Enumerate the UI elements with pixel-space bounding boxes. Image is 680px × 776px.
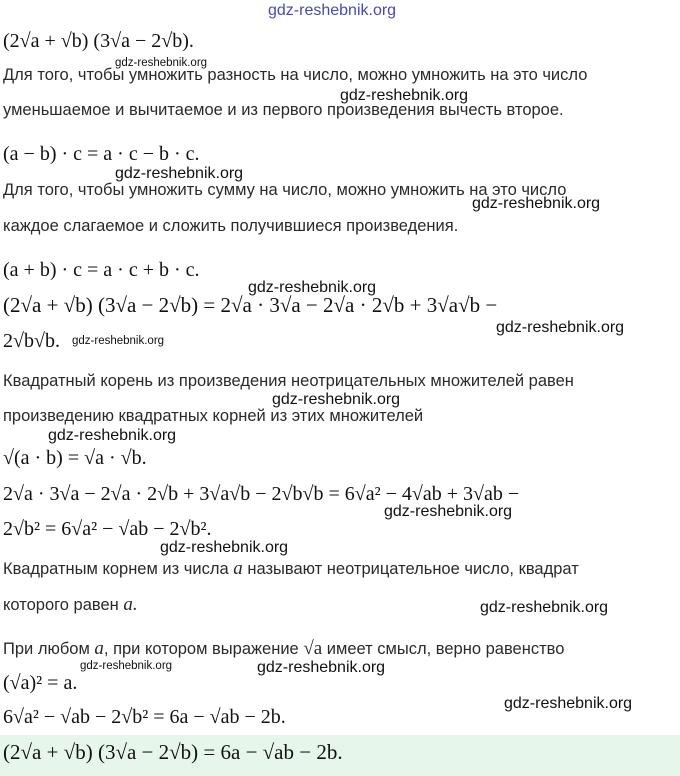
watermark: gdz-reshebnik.org (115, 57, 208, 69)
text-fragment: которого равен (3, 596, 119, 614)
watermark: gdz-reshebnik.org (248, 279, 377, 296)
paragraph-sum-rule-line2: каждое слагаемое и сложить получившиеся произведения. (3, 217, 459, 235)
text-fragment: имеет смысл, верно равенство (326, 640, 565, 658)
watermark: gdz-reshebnik.org (257, 659, 386, 676)
variable-a: a (94, 638, 104, 659)
paragraph-identity (3, 638, 564, 660)
watermark: gdz-reshebnik.org (160, 539, 289, 556)
watermark: gdz-reshebnik.org (496, 319, 625, 336)
sqrt-a-expression: √a (303, 638, 323, 659)
paragraph-sqrt-definition-line2 (3, 594, 138, 616)
watermark: gdz-reshebnik.org (384, 503, 513, 520)
expansion-line1: (2√a + √b) (3√a − 2√b) = 2√a · 3√a − 2√a · 2√b + 3√a√b − (3, 293, 498, 317)
given-expression: (2√a + √b) (3√a − 2√b). (3, 30, 194, 52)
rule-mult-sum: (a + b) · c = a · c + b · c. (3, 259, 200, 281)
paragraph-sqrt-product-line1: Квадратный корень из произведения неотрицательных множителей равен (3, 372, 574, 390)
simplification-line1: 2√a · 3√a − 2√a · 2√b + 3√a√b − 2√b√b = 6√a² − 4√ab + 3√ab − (3, 483, 520, 505)
final-simplification: 6√a² − √ab − 2√b² = 6a − √ab − 2b. (3, 706, 286, 728)
watermark-top: gdz-reshebnik.org (268, 2, 397, 19)
rule-sqrt-square: (√a)² = a. (3, 672, 78, 694)
paragraph-diff-rule-line1: Для того, чтобы умножить разность на число, можно умножить на это число (3, 66, 588, 84)
text-fragment: При любом (3, 640, 90, 658)
paragraph-sqrt-product-line2: произведению квадратных корней из этих множителей (3, 407, 424, 425)
expansion-line2: 2√b√b. (3, 330, 60, 352)
watermark: gdz-reshebnik.org (72, 335, 165, 347)
text-fragment: , при котором выражение (103, 640, 299, 658)
watermark: gdz-reshebnik.org (340, 87, 469, 104)
answer-expression: (2√a + √b) (3√a − 2√b) = 6a − √ab − 2b. (3, 740, 343, 764)
watermark: gdz-reshebnik.org (504, 695, 633, 712)
watermark: gdz-reshebnik.org (480, 599, 609, 616)
text-fragment: Квадратным корнем из числа (3, 560, 229, 578)
paragraph-sqrt-definition-line1 (3, 558, 579, 580)
paragraph-diff-rule-line2: уменьшаемое и вычитаемое и из первого произведения вычесть второе. (3, 101, 564, 119)
text-fragment: называют неотрицательное число, квадрат (247, 560, 579, 578)
variable-a: a. (123, 594, 138, 615)
rule-mult-diff: (a − b) · c = a · c − b · c. (3, 143, 200, 165)
watermark: gdz-reshebnik.org (48, 427, 177, 444)
answer-highlight (0, 735, 680, 776)
variable-a: a (233, 558, 243, 579)
simplification-line2: 2√b² = 6√a² − √ab − 2√b². (3, 518, 212, 540)
paragraph-sum-rule-line1: Для того, чтобы умножить сумму на число, можно умножить на это число (3, 181, 567, 199)
watermark: gdz-reshebnik.org (272, 391, 401, 408)
rule-sqrt-product: √(a · b) = √a · √b. (3, 447, 147, 469)
watermark: gdz-reshebnik.org (472, 195, 601, 212)
watermark: gdz-reshebnik.org (115, 165, 244, 182)
watermark: gdz-reshebnik.org (80, 660, 173, 672)
